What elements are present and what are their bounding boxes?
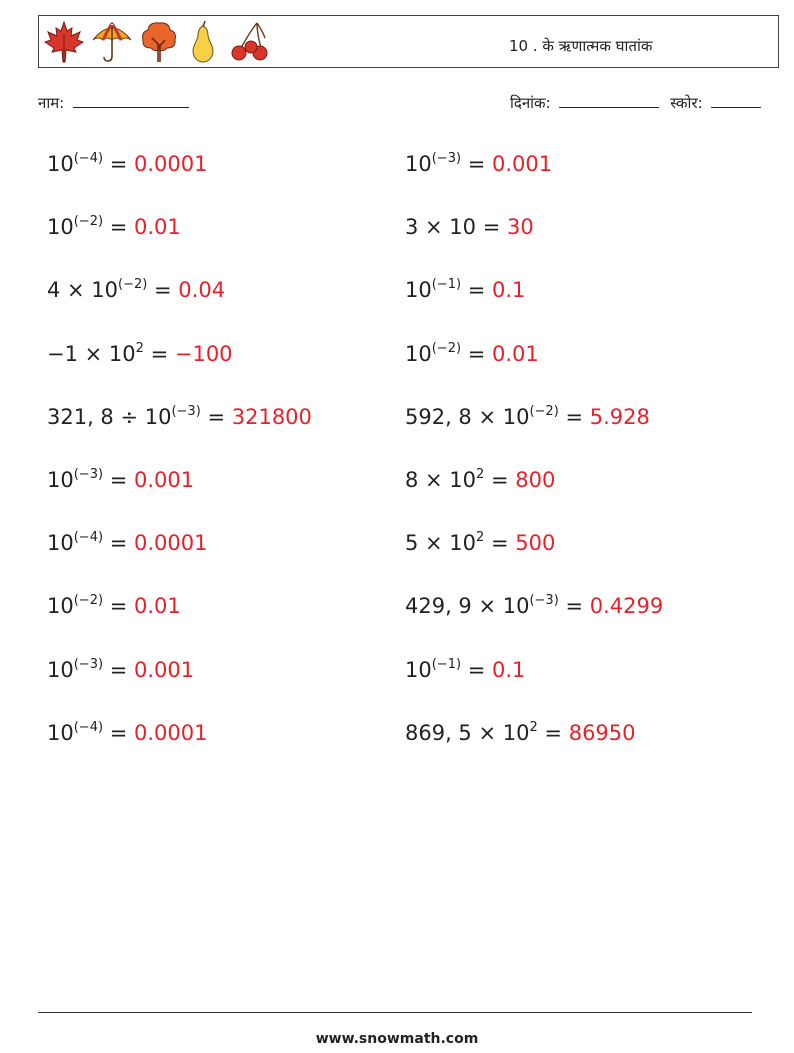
problem-exponent: (−2)	[73, 593, 104, 609]
score-blank[interactable]	[711, 94, 761, 108]
problem-expression: 10	[405, 341, 432, 366]
equals-sign: =	[103, 594, 134, 619]
equals-sign: =	[461, 341, 492, 366]
problem-exponent: (−2)	[73, 214, 104, 230]
problem-answer: 0.001	[134, 468, 195, 492]
equals-sign: =	[147, 278, 179, 303]
problem-answer: 0.04	[178, 278, 226, 303]
problem-expression: 10	[47, 468, 74, 492]
problem-answer: −100	[174, 341, 233, 366]
problem-item	[405, 403, 650, 429]
problem-item	[47, 151, 208, 176]
problem-exponent: 2	[476, 467, 485, 482]
problem-answer: 0.0001	[134, 152, 208, 176]
problem-item	[405, 340, 539, 366]
problem-answer: 5.928	[589, 404, 650, 429]
problem-answer: 800	[515, 468, 556, 492]
problem-item	[47, 719, 208, 745]
problem-exponent: (−2)	[431, 340, 462, 356]
umbrella-icon	[91, 20, 133, 64]
problem-item	[405, 656, 526, 682]
problem-expression: 5 × 10	[405, 531, 477, 556]
cherries-icon	[227, 20, 271, 64]
date-label: दिनांक:	[510, 94, 551, 112]
problem-item	[405, 217, 534, 238]
problem-item	[405, 467, 556, 492]
worksheet-title: 10 . के ऋणात्मक घातांक	[509, 37, 653, 55]
problem-answer: 0.0001	[134, 720, 208, 745]
problem-expression: 10	[47, 657, 74, 682]
problem-expression: 429, 9 × 10	[405, 594, 530, 619]
problem-expression: 10	[47, 215, 74, 240]
problem-exponent: (−3)	[73, 656, 104, 672]
problem-answer: 500	[515, 531, 556, 556]
problem-expression: 321, 8 ÷ 10	[47, 404, 172, 429]
problem-item	[47, 467, 195, 492]
equals-sign: =	[103, 152, 134, 176]
equals-sign: =	[461, 278, 492, 303]
equals-sign: =	[476, 215, 507, 240]
problem-item	[47, 340, 233, 366]
problem-expression: 10	[47, 594, 74, 619]
problem-answer: 30	[506, 215, 534, 240]
equals-sign: =	[537, 720, 569, 745]
pear-icon	[185, 20, 221, 64]
equals-sign: =	[484, 468, 516, 492]
equals-sign: =	[103, 468, 134, 492]
problem-expression: 8 × 10	[405, 468, 477, 492]
equals-sign: =	[558, 594, 590, 619]
maple-leaf-icon	[43, 20, 85, 64]
problem-exponent: (−3)	[529, 593, 559, 609]
date-score-fields	[510, 93, 761, 113]
problem-expression: 4 × 10	[47, 278, 119, 303]
equals-sign: =	[461, 657, 492, 682]
problem-item	[47, 214, 181, 240]
equals-sign: =	[200, 404, 232, 429]
problem-expression: 10	[47, 720, 74, 745]
problem-exponent: (−2)	[118, 277, 148, 293]
equals-sign: =	[103, 657, 134, 682]
equals-sign: =	[103, 531, 134, 556]
tree-icon	[139, 20, 179, 64]
problem-exponent: (−4)	[73, 530, 104, 546]
date-blank[interactable]	[559, 94, 659, 108]
equals-sign: =	[484, 531, 516, 556]
problem-item	[405, 530, 556, 556]
worksheet-header	[38, 15, 779, 68]
problem-answer: 0.01	[492, 341, 539, 366]
problem-item	[405, 593, 664, 619]
footer-divider	[38, 1012, 752, 1013]
problem-exponent: (−4)	[73, 151, 104, 166]
problem-item	[405, 277, 526, 303]
problem-expression: 3 × 10	[405, 215, 477, 240]
name-blank[interactable]	[73, 94, 189, 108]
problem-answer: 0.001	[134, 657, 195, 682]
problem-expression: 869, 5 × 10	[405, 720, 530, 745]
problem-answer: 0.001	[492, 152, 553, 176]
problem-exponent: (−2)	[529, 403, 559, 419]
problem-exponent: (−1)	[431, 656, 462, 672]
name-label: नाम:	[38, 94, 65, 112]
problem-expression: 592, 8 × 10	[405, 404, 530, 429]
problem-item	[47, 403, 312, 429]
problem-expression: 10	[405, 657, 432, 682]
problem-expression: 10	[47, 152, 74, 176]
problem-item	[47, 656, 195, 682]
equals-sign: =	[103, 720, 134, 745]
problem-exponent: 2	[135, 340, 144, 356]
problem-answer: 0.0001	[134, 531, 208, 556]
header-icons	[43, 19, 271, 65]
problem-answer: 0.1	[492, 278, 526, 303]
footer-url: www.snowmath.com	[315, 1031, 479, 1047]
equals-sign: =	[461, 152, 492, 176]
problem-expression: −1 × 10	[47, 341, 136, 366]
score-label: स्कोर:	[670, 94, 703, 112]
problem-item	[405, 719, 636, 745]
problem-expression: 10	[47, 531, 74, 556]
problem-exponent: 2	[529, 719, 538, 735]
problem-answer: 0.01	[134, 594, 181, 619]
problem-answer: 321800	[231, 404, 312, 429]
equals-sign: =	[558, 404, 590, 429]
problem-exponent: (−1)	[431, 277, 462, 293]
problem-exponent: (−3)	[73, 467, 104, 482]
problem-answer: 86950	[568, 720, 636, 745]
problem-exponent: (−4)	[73, 719, 104, 735]
problem-answer: 0.1	[492, 657, 526, 682]
equals-sign: =	[143, 341, 175, 366]
problem-exponent: (−3)	[431, 151, 462, 166]
problem-item	[47, 593, 181, 619]
problem-item	[405, 151, 553, 176]
problem-answer: 0.01	[134, 215, 181, 240]
problem-exponent: (−3)	[171, 403, 201, 419]
equals-sign: =	[103, 215, 134, 240]
problem-item	[47, 530, 208, 556]
problem-answer: 0.4299	[589, 594, 664, 619]
problem-exponent: 2	[476, 530, 485, 546]
problem-item	[47, 277, 226, 303]
name-field	[38, 93, 189, 113]
problem-expression: 10	[405, 278, 432, 303]
problem-expression: 10	[405, 152, 432, 176]
